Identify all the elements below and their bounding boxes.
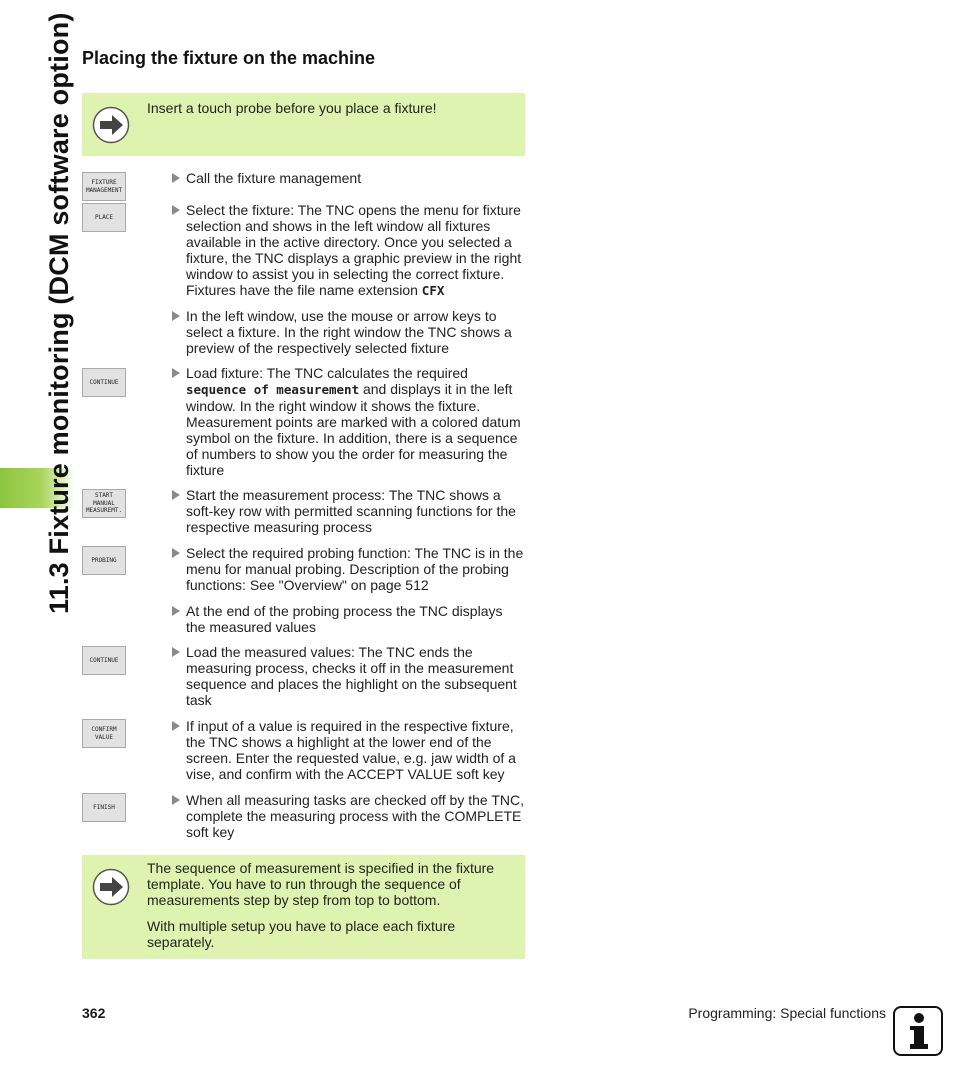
softkey-place[interactable]: PLACE xyxy=(82,203,126,232)
note-bottom-text xyxy=(147,860,517,960)
info-icon xyxy=(893,1006,943,1056)
softkey-fixture-management[interactable]: FIXTURE MANAGEMENT xyxy=(82,172,126,201)
bullet-arrow-icon xyxy=(172,490,180,500)
note-paragraph: With multiple setup you have to place each fixture separately. xyxy=(147,918,456,950)
softkey-confirm-value[interactable]: CONFIRM VALUE xyxy=(82,719,126,748)
softkey-start-manual-measurement[interactable]: START MANUAL MEASUREMT. xyxy=(82,489,126,518)
softkey-continue-1[interactable]: CONTINUE xyxy=(82,368,126,397)
bullet-arrow-icon xyxy=(172,647,180,657)
bullet-arrow-icon xyxy=(172,368,180,378)
bullet-arrow-icon xyxy=(172,205,180,215)
step-1: Call the fixture management xyxy=(172,170,524,186)
softkey-continue-2[interactable]: CONTINUE xyxy=(82,646,126,675)
step-9: If input of a value is required in the respective fixture, the TNC shows a highlight at the lower end of the screen. Enter the requested value, e.g. jaw width of a vise, and confirm with the ACCEPT VALUE soft key xyxy=(172,718,524,782)
step-2: Select the fixture: The TNC opens the menu for fixture selection and shows in the left window all fixtures available in the active directory. Once you selected a fixture, the TNC displays a graphic preview in the right window to assist you in selecting the correct fixture. Fixtures have the file name extension CFX xyxy=(172,202,524,299)
step-4: Load fixture: The TNC calculates the required sequence of measurement and displays it in the left window. In the right window it shows the fixture. Measurement points are marked with a colored datum symbol on the fixture. In addition, there is a sequence of numbers to show you the order for measuring the fixture xyxy=(172,365,524,478)
bullet-arrow-icon xyxy=(172,311,180,321)
note-box-bottom xyxy=(82,855,525,959)
note-box-top xyxy=(82,93,525,156)
step-10: When all measuring tasks are checked off by the TNC, complete the measuring process with the COMPLETE soft key xyxy=(172,792,524,840)
page-heading: Placing the fixture on the machine xyxy=(82,48,376,68)
info-glyph xyxy=(895,1008,941,1054)
arrow-right-icon xyxy=(92,106,130,144)
softkey-finish[interactable]: FINISH xyxy=(82,793,126,822)
note-top-text: Insert a touch probe before you place a fixture! xyxy=(147,100,437,116)
step-3: In the left window, use the mouse or arrow keys to select a fixture. In the right window the TNC shows a preview of the respectively selected fixture xyxy=(172,308,524,356)
bullet-arrow-icon xyxy=(172,721,180,731)
sidebar xyxy=(0,0,75,1091)
bullet-arrow-icon xyxy=(172,173,180,183)
step-7: At the end of the probing process the TNC displays the measured values xyxy=(172,603,524,635)
bullet-arrow-icon xyxy=(172,606,180,616)
step-8: Load the measured values: The TNC ends the measuring process, checks it off in the measurement sequence and places the highlight on the subsequent task xyxy=(172,644,524,708)
bullet-arrow-icon xyxy=(172,795,180,805)
softkey-probing[interactable]: PROBING xyxy=(82,546,126,575)
section-title: 11.3 Fixture monitoring (DCM software option) xyxy=(44,12,74,614)
page-number: 362 xyxy=(82,1005,106,1021)
bullet-arrow-icon xyxy=(172,548,180,558)
step-6: Select the required probing function: The TNC is in the menu for manual probing. Description of the probing functions: See "Overview" on page 512 xyxy=(172,545,524,593)
arrow-right-icon xyxy=(92,868,130,906)
note-paragraph: The sequence of measurement is specified in the fixture template. You have to run through the sequence of measurements step by step from top to bottom. xyxy=(147,860,495,908)
footer-chapter: Programming: Special functions xyxy=(688,1005,886,1021)
step-5: Start the measurement process: The TNC shows a soft-key row with permitted scanning functions for the respective measuring process xyxy=(172,487,524,535)
